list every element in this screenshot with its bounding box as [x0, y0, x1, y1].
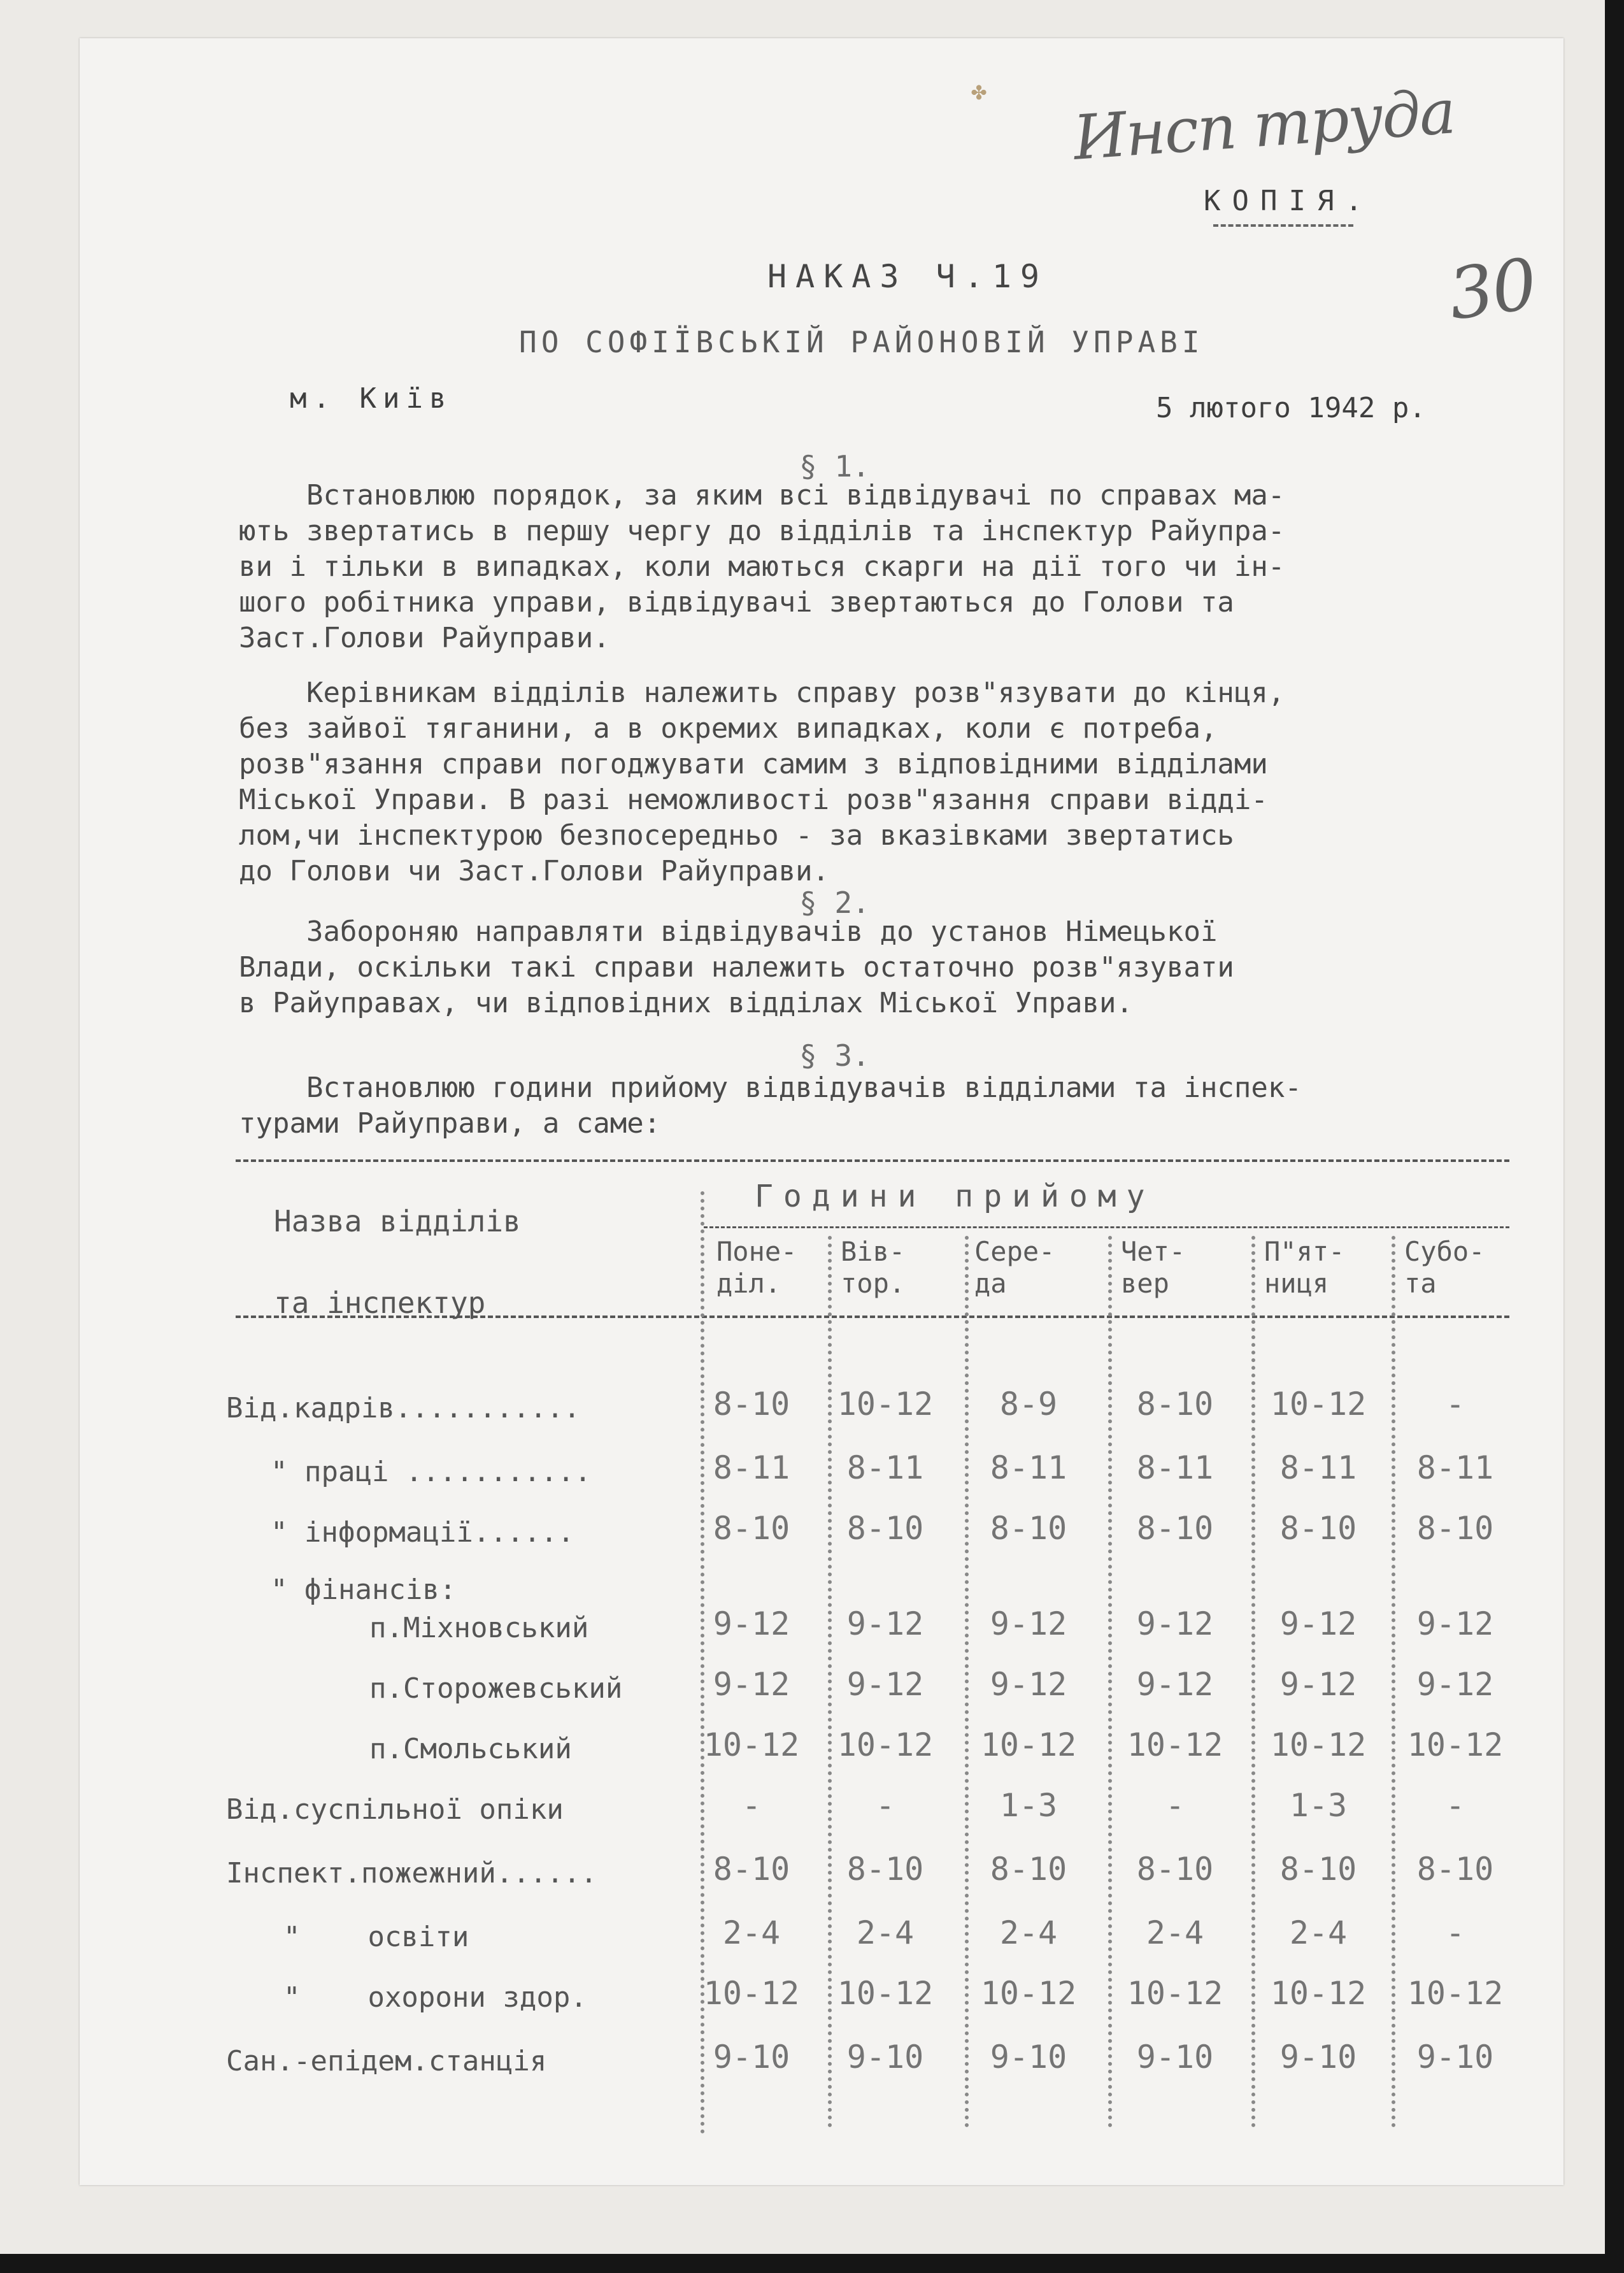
day-header-saturday: Субо- та [1404, 1236, 1485, 1299]
hours-cell: 8-10 [1279, 1851, 1357, 1888]
hours-cell: 10-12 [1407, 1975, 1504, 2012]
row-label: " інформації...... [271, 1516, 574, 1549]
hours-cell: 2-4 [856, 1914, 915, 1951]
row-label: Від.суспільної опіки [226, 1793, 564, 1826]
hours-cell: 8-10 [1136, 1386, 1214, 1423]
row-label: Інспект.пожежний...... [226, 1857, 597, 1889]
hours-cell: 1-3 [1289, 1787, 1348, 1824]
handwritten-folio-number: 30 [1443, 243, 1541, 336]
hours-cell: 9-10 [713, 2039, 790, 2076]
row-label: Від.кадрів........... [226, 1392, 581, 1424]
hours-cell: 9-12 [713, 1666, 790, 1703]
hours-cell: 9-12 [1416, 1666, 1494, 1703]
hours-cell: 9-10 [1279, 2039, 1357, 2076]
hours-cell: - [1445, 1386, 1465, 1423]
hours-cell: 9-12 [713, 1605, 790, 1642]
hours-cell: 8-10 [1416, 1851, 1494, 1888]
hours-cell: 9-10 [990, 2039, 1067, 2076]
hours-cell: 10-12 [1270, 1975, 1367, 2012]
hours-cell: 2-4 [999, 1914, 1058, 1951]
hours-cell: 2-4 [1289, 1914, 1348, 1951]
hours-cell: 8-10 [713, 1386, 790, 1423]
copy-mark-underline [1213, 224, 1353, 227]
hours-cell: 9-12 [846, 1666, 924, 1703]
section-1-paragraph-1: Встановлюю порядок, за яким всі відвідувачі по справах ма- ють звертатись в першу чергу до відділів та інспектур Райупра- ви і тільки в випадках, коли маються скарги на дії того чи ін- шого робітника управи, відвідувачі звертаються до Голови та Заст.Голови Райуправи. [239, 479, 1285, 654]
document-place: м. Київ [290, 382, 453, 415]
document-subtitle: ПО СОФІЇВСЬКІЙ РАЙОНОВІЙ УПРАВІ [519, 325, 1204, 359]
hours-cell: 8-10 [846, 1510, 924, 1547]
hours-cell: 10-12 [980, 1726, 1077, 1763]
hours-cell: 8-10 [990, 1851, 1067, 1888]
hours-cell: 8-11 [1136, 1449, 1214, 1486]
row-label: " охорони здор. [283, 1981, 587, 2014]
hours-cell: 10-12 [1127, 1726, 1223, 1763]
hours-cell: 9-10 [846, 2039, 924, 2076]
row-label: п.Міхновський [369, 1612, 589, 1644]
table-header-group: Години прийому [755, 1179, 1155, 1214]
hours-cell: 10-12 [980, 1975, 1077, 2012]
day-header-tuesday: Вів- тор. [841, 1236, 906, 1299]
hours-cell: - [741, 1787, 762, 1824]
hours-cell: 10-12 [837, 1386, 934, 1423]
row-label: Сан.-епідем.станція [226, 2045, 547, 2077]
handwritten-signature: Инсп труда [1071, 76, 1457, 174]
hours-cell: 8-10 [846, 1851, 924, 1888]
document-title: НАКАЗ Ч.19 [767, 258, 1049, 295]
hours-cell: 9-12 [846, 1605, 924, 1642]
hours-cell: 9-12 [1416, 1605, 1494, 1642]
hours-cell: 8-10 [990, 1510, 1067, 1547]
hours-cell: 9-10 [1416, 2039, 1494, 2076]
row-label: " праці ........... [271, 1456, 592, 1488]
stamp-mark: ✤ [971, 76, 987, 106]
table-group-rule [704, 1226, 1509, 1228]
hours-cell: 8-9 [999, 1386, 1058, 1423]
hours-cell: - [1165, 1787, 1185, 1824]
hours-cell: 2-4 [722, 1914, 781, 1951]
hours-cell: 10-12 [1270, 1726, 1367, 1763]
row-label: " фінансів: [271, 1574, 457, 1606]
hours-cell: 2-4 [1146, 1914, 1204, 1951]
row-label: п.Смольський [369, 1733, 572, 1765]
hours-cell: - [1445, 1787, 1465, 1824]
hours-cell: 10-12 [837, 1975, 934, 2012]
hours-cell: 8-10 [713, 1851, 790, 1888]
section-3-paragraph: Встановлюю години прийому відвідувачів відділами та інспек- турами Райуправи, а саме: [239, 1072, 1302, 1140]
hours-cell: 9-12 [1279, 1666, 1357, 1703]
table-top-rule [236, 1159, 1509, 1162]
hours-cell: - [1445, 1914, 1465, 1951]
section-1-paragraph-2: Керівникам відділів належить справу розв"язувати до кінця, без зайвої тяганини, а в окремих випадках, коли є потреба, розв"язання справи погоджувати самим з відповідними відділами Міської Управи. В разі неможливості розв"язання справи відді- лом,чи інспектурою безпосередньо - за вказівками звертатись до Голови чи Заст.Голови Райуправи. [239, 677, 1285, 887]
table-header-rule [236, 1316, 1509, 1318]
document-sheet [80, 38, 1563, 2185]
hours-cell: 8-11 [713, 1449, 790, 1486]
hours-cell: 10-12 [837, 1726, 934, 1763]
section-1-label: § 1. [799, 449, 870, 484]
hours-cell: 9-12 [990, 1605, 1067, 1642]
hours-cell: 8-11 [846, 1449, 924, 1486]
hours-cell: 10-12 [703, 1726, 800, 1763]
hours-cell: 1-3 [999, 1787, 1058, 1824]
hours-cell: 9-12 [1136, 1666, 1214, 1703]
hours-cell: 8-11 [990, 1449, 1067, 1486]
hours-cell: 9-10 [1136, 2039, 1214, 2076]
hours-cell: 10-12 [1407, 1726, 1504, 1763]
day-header-monday: Поне- діл. [716, 1236, 797, 1299]
hours-cell: 9-12 [1279, 1605, 1357, 1642]
hours-cell: 8-10 [1279, 1510, 1357, 1547]
day-header-friday: П"ят- ниця [1264, 1236, 1345, 1299]
hours-cell: - [875, 1787, 895, 1824]
hours-cell: 10-12 [1127, 1975, 1223, 2012]
section-3-label: § 3. [799, 1038, 870, 1073]
hours-cell: 10-12 [703, 1975, 800, 2012]
row-label: " освіти [283, 1921, 469, 1953]
hours-cell: 9-12 [1136, 1605, 1214, 1642]
hours-cell: 8-11 [1416, 1449, 1494, 1486]
document-date: 5 лютого 1942 р. [1156, 392, 1426, 424]
table-header-department: Назва відділів та інспектур [274, 1204, 521, 1320]
copy-mark: КОПІЯ. [1204, 185, 1374, 217]
hours-cell: 8-11 [1279, 1449, 1357, 1486]
hours-cell: 8-10 [713, 1510, 790, 1547]
hours-cell: 8-10 [1136, 1851, 1214, 1888]
hours-cell: 8-10 [1136, 1510, 1214, 1547]
day-header-thursday: Чет- вер [1121, 1236, 1186, 1299]
row-label: п.Сторожевський [369, 1672, 623, 1705]
hours-cell: 9-12 [990, 1666, 1067, 1703]
section-2-label: § 2. [799, 886, 870, 920]
day-header-wednesday: Сере- да [974, 1236, 1055, 1299]
hours-cell: 8-10 [1416, 1510, 1494, 1547]
hours-cell: 10-12 [1270, 1386, 1367, 1423]
section-2-paragraph: Забороняю направляти відвідувачів до установ Німецької Влади, оскільки такі справи належить остаточно розв"язувати в Райуправах, чи відповідних відділах Міської Управи. [239, 915, 1234, 1019]
